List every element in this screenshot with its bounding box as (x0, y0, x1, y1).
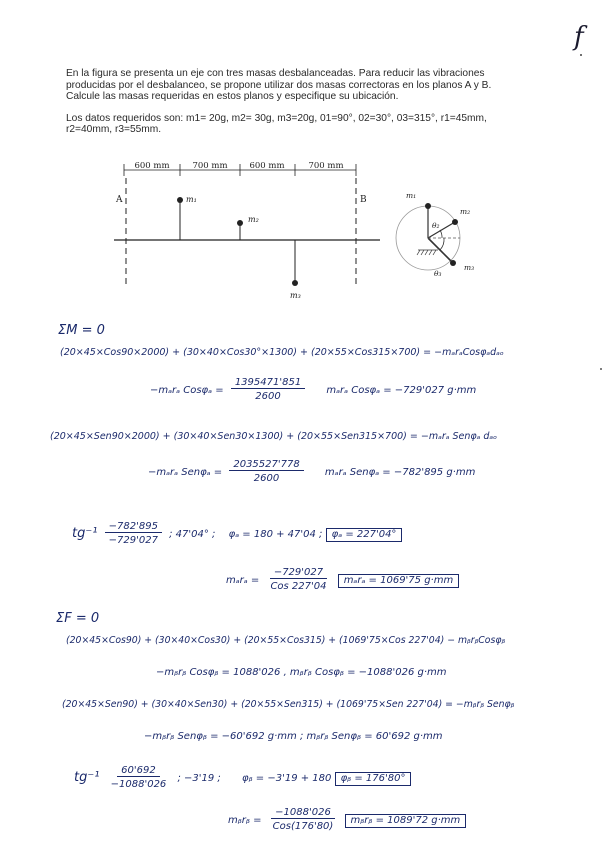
mass-1-dot (177, 197, 183, 203)
problem-data-2: r2=40mm, r3=55mm. (66, 124, 162, 136)
tg-a-line (72, 522, 402, 546)
phi-b-result-box: φᵦ = 176'80° (335, 772, 412, 786)
moment-header: ΣM = 0 (58, 323, 105, 338)
tg-a-label: tg⁻¹ (72, 526, 98, 541)
phi-a-expr: φₐ = 180 + 47'04 ; (228, 529, 323, 540)
tg-b-fraction (107, 766, 171, 790)
support-hatch (417, 250, 436, 255)
force-eq-cos: (20×45×Cos90) + (30×40×Cos30) + (20×55×Cos315) + (1069'75×Cos 227'04) − mᵦrᵦCosφᵦ (66, 635, 506, 646)
tg-a-numerator: −782'895 (105, 522, 162, 533)
force-header: ΣF = 0 (56, 611, 100, 626)
mass-3-dot (292, 280, 298, 286)
angle-3-arc (440, 238, 444, 250)
eq2-numerator: 1395471'851 (231, 378, 305, 389)
moment-eq-sen: (20×45×Sen90×2000) + (30×40×Sen30×1300) + (20×55×Sen315×700) = −mₐrₐ Senφₐ dₐₒ (50, 431, 498, 442)
phi-b-expr: φᵦ = −3'19 + 180 (241, 773, 332, 784)
plane-a-label: A (116, 195, 123, 205)
tg-b-denominator: −1088'026 (110, 779, 167, 790)
margin-dot (600, 368, 602, 370)
eq2-denominator: 2600 (255, 391, 281, 402)
moment-eq-cos-result (150, 378, 476, 402)
mara-numerator: −729'027 (270, 568, 327, 579)
corner-dot (580, 54, 582, 56)
dim-label-1: 600 mm (134, 161, 170, 171)
phi-a-result-box: φₐ = 227'04° (326, 528, 403, 542)
mass-2-dot (237, 220, 243, 226)
mara-result-box: mₐrₐ = 1069'75 g·mm (338, 574, 460, 588)
mass-3-label: m₃ (290, 291, 301, 300)
tg-b-numerator: 60'692 (117, 766, 160, 777)
mass-1-label: m₁ (186, 195, 197, 204)
eq4-left: −mₐrₐ Senφₐ = (148, 467, 223, 478)
problem-line-1: En la figura se presenta un eje con tres masas desbalanceadas. Para reducir las vibraciones (66, 68, 485, 79)
force-eq-sen-result: −mᵦrᵦ Senφᵦ = −60'692 g·mm ; mᵦrᵦ Senφᵦ = 60'692 g·mm (144, 731, 443, 742)
end-view-mass-3-dot (450, 260, 456, 266)
tg-b-label: tg⁻¹ (74, 770, 100, 785)
tg-a-fraction (105, 522, 162, 546)
tg-b-line (74, 766, 411, 790)
end-view-label-theta3: θ₃ (434, 269, 442, 278)
dim-label-2: 700 mm (192, 161, 228, 171)
eq4-numerator: 2035527'778 (229, 460, 303, 471)
moment-eq-cos: (20×45×Cos90×2000) + (30×40×Cos30°×1300) + (20×55×Cos315×700) = −mₐrₐCosφₐdₐₒ (60, 347, 504, 358)
eq4-fraction (229, 460, 303, 484)
mbrb-fraction (269, 808, 338, 832)
tg-a-denominator: −729'027 (108, 535, 158, 546)
tg-b-result: ; −3'19 ; (177, 773, 221, 784)
problem-statement (66, 68, 536, 136)
end-view-mass-1-dot (425, 203, 431, 209)
eq2-left: −mₐrₐ Cosφₐ = (150, 385, 224, 396)
eq4-right: mₐrₐ Senφₐ = −782'895 g·mm (324, 467, 476, 478)
moment-eq-sen-result (148, 460, 475, 484)
page-mark: f (574, 22, 584, 52)
plane-b-label: B (360, 195, 367, 205)
force-eq-sen: (20×45×Sen90) + (30×40×Sen30) + (20×55×Sen315) + (1069'75×Sen 227'04) = −mᵦrᵦ Senφᵦ (62, 699, 515, 710)
eq2-right: mₐrₐ Cosφₐ = −729'027 g·mm (326, 385, 477, 396)
dim-label-3: 600 mm (249, 161, 285, 171)
mass-2-label: m₂ (248, 215, 259, 224)
mbrb-numerator: −1088'026 (271, 808, 335, 819)
mbrb-result-box: mᵦrᵦ = 1089'72 g·mm (345, 814, 467, 828)
end-view-label-m1: m₁ (406, 191, 417, 200)
mbrb-denominator: Cos(176'80) (272, 821, 334, 832)
problem-line-2: producidas por el desbalanceo, se propone utilizar dos masas correctoras en los planos A y B. (66, 79, 492, 91)
end-view-label-theta2: θ₂ (432, 221, 440, 230)
angle-2-arc (440, 230, 442, 238)
problem-data-1: Los datos requeridos son: m1= 20g, m2= 30g, m3=20g, 01=90°, 02=30°, 03=315°, r1=45mm, (66, 112, 487, 124)
end-view-mass-2-dot (452, 219, 458, 225)
problem-line-3: Calcule las masas requeridas en estos planos y especifique su ubicación. (66, 91, 399, 103)
tg-a-result: ; 47'04° ; (169, 529, 216, 540)
eq2-fraction (231, 378, 305, 402)
mara-line (226, 568, 459, 592)
mbrb-line (228, 808, 466, 832)
end-view-label-m3: m₃ (464, 263, 475, 272)
eq4-denominator: 2600 (253, 473, 280, 484)
shaft-figure (112, 158, 504, 308)
mara-label: mₐrₐ = (226, 575, 260, 586)
force-eq-cos-result: −mᵦrᵦ Cosφᵦ = 1088'026 , mᵦrᵦ Cosφᵦ = −1088'026 g·mm (156, 667, 447, 678)
mara-denominator: Cos 227'04 (270, 581, 327, 592)
end-view-label-m2: m₂ (460, 207, 471, 216)
dim-label-4: 700 mm (308, 161, 344, 171)
mbrb-label: mᵦrᵦ = (228, 815, 262, 826)
shaft-diagram (112, 158, 504, 308)
mara-fraction (266, 568, 330, 592)
